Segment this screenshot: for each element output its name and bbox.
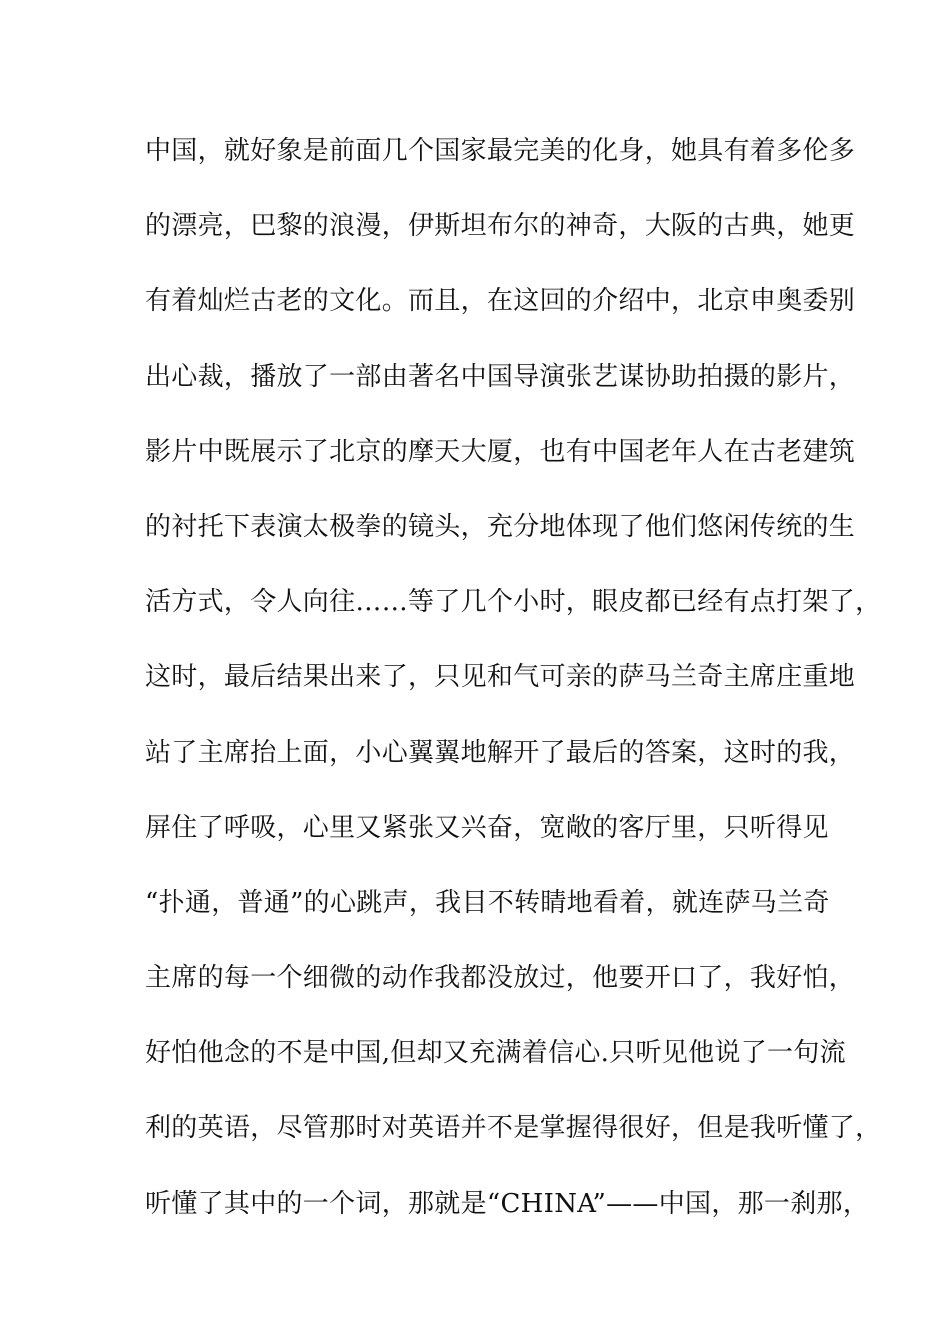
- text-line-12: 主席的每一个细微的动作我都没放过，他要开口了，我好怕，: [145, 963, 856, 994]
- text-line-13: 好怕他念的不是中国,但却又充满着信心.只听见他说了一句流: [145, 1038, 846, 1069]
- text-line-15: 听懂了其中的一个词，那就是“CHINA”——中国，那一刹那，: [145, 1188, 870, 1219]
- text-line-8: 这时，最后结果出来了，只见和气可亲的萨马兰奇主席庄重地: [145, 662, 856, 693]
- text-line-4: 出心裁，播放了一部由著名中国导演张艺谋协助拍摄的影片，: [145, 361, 856, 392]
- text-line-1: 中国，就好象是前面几个国家最完美的化身，她具有着多伦多: [145, 136, 856, 166]
- body-text: [145, 128, 882, 1256]
- text-line-14: 利的英语，尽管那时对英语并不是掌握得很好，但是我听懂了，: [145, 1113, 882, 1144]
- text-line-11: “扑通，普通”的心跳声，我目不转睛地看着，就连萨马兰奇: [145, 887, 830, 918]
- text-line-6: 的衬托下表演太极拳的镜头，充分地体现了他们悠闲传统的生: [145, 511, 856, 542]
- text-line-10: 屏住了呼吸，心里又紧张又兴奋，宽敞的客厅里，只听得见: [145, 812, 829, 843]
- text-line-9: 站了主席抬上面，小心翼翼地解开了最后的答案，这时的我，: [145, 737, 856, 768]
- text-line-3: 有着灿烂古老的文化。而且，在这回的介绍中，北京申奥委别: [145, 286, 856, 317]
- text-line-5: 影片中既展示了北京的摩天大厦，也有中国老年人在古老建筑: [145, 436, 856, 467]
- text-line-7: 活方式，令人向往……等了几个小时，眼皮都已经有点打架了，: [145, 587, 882, 618]
- text-line-2: 的漂亮，巴黎的浪漫，伊斯坦布尔的神奇，大阪的古典，她更: [145, 211, 856, 242]
